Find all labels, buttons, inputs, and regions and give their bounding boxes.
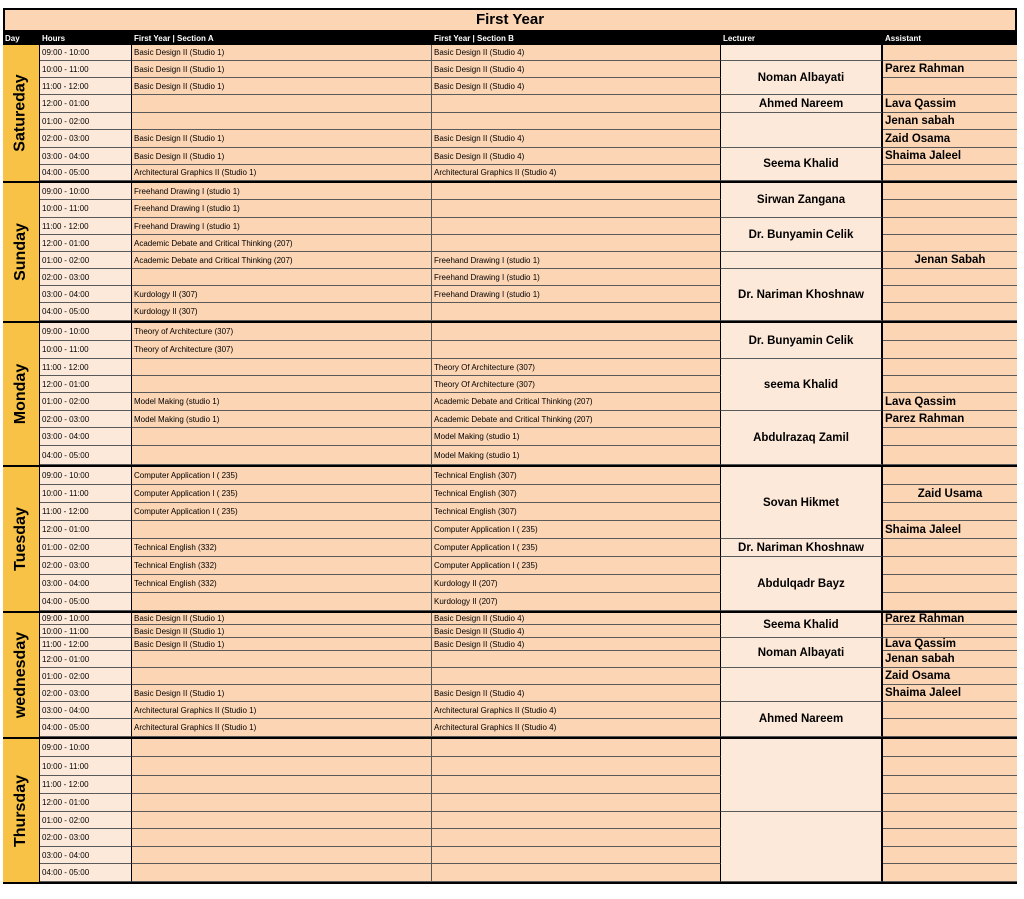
hours-cell: 03:00 - 04:00 bbox=[40, 702, 132, 719]
section-b-cell: Basic Design II (Studio 4) bbox=[432, 613, 721, 625]
lecturer-cell: Seema Khalid bbox=[721, 613, 883, 638]
section-b-cell: Computer Application I ( 235) bbox=[432, 557, 721, 575]
hours-cell: 02:00 - 03:00 bbox=[40, 130, 132, 148]
hours-cell: 04:00 - 05:00 bbox=[40, 593, 132, 611]
section-a-cell bbox=[132, 446, 432, 465]
section-b-cell: Basic Design II (Studio 4) bbox=[432, 625, 721, 638]
hours-cell: 01:00 - 02:00 bbox=[40, 252, 132, 269]
hours-cell: 12:00 - 01:00 bbox=[40, 376, 132, 393]
day-label bbox=[3, 45, 40, 181]
hours-cell: 02:00 - 03:00 bbox=[40, 411, 132, 428]
assistant-cell: Parez Rahman bbox=[883, 613, 1017, 625]
section-a-cell bbox=[132, 812, 432, 829]
assistant-cell bbox=[883, 183, 1017, 200]
hours-cell: 04:00 - 05:00 bbox=[40, 165, 132, 181]
lecturer-cell bbox=[721, 113, 883, 148]
assistant-cell bbox=[883, 794, 1017, 812]
hours-cell: 01:00 - 02:00 bbox=[40, 113, 132, 130]
section-a-cell: Technical English (332) bbox=[132, 575, 432, 593]
assistant-cell: Shaima Jaleel bbox=[883, 685, 1017, 702]
hours-cell: 09:00 - 10:00 bbox=[40, 323, 132, 341]
assistant-cell bbox=[883, 303, 1017, 321]
section-a-cell: Academic Debate and Critical Thinking (207) bbox=[132, 235, 432, 252]
assistant-cell bbox=[883, 45, 1017, 61]
assistant-cell: Jenan sabah bbox=[883, 651, 1017, 668]
assistant-cell bbox=[883, 286, 1017, 303]
assistant-cell: Jenan sabah bbox=[883, 113, 1017, 130]
day-block bbox=[3, 45, 1017, 183]
section-b-cell: Computer Application I ( 235) bbox=[432, 539, 721, 557]
header-section-a: First Year | Section A bbox=[134, 34, 214, 43]
section-b-cell bbox=[432, 341, 721, 359]
day-block bbox=[3, 739, 1017, 884]
lecturer-cell: seema Khalid bbox=[721, 359, 883, 411]
hours-cell: 12:00 - 01:00 bbox=[40, 235, 132, 252]
hours-cell: 12:00 - 01:00 bbox=[40, 794, 132, 812]
assistant-cell bbox=[883, 593, 1017, 611]
assistant-cell bbox=[883, 323, 1017, 341]
section-a-cell: Technical English (332) bbox=[132, 557, 432, 575]
lecturer-cell: Sovan Hikmet bbox=[721, 467, 883, 539]
section-b-cell: Technical English (307) bbox=[432, 485, 721, 503]
section-a-cell bbox=[132, 521, 432, 539]
hours-cell: 09:00 - 10:00 bbox=[40, 613, 132, 625]
hours-cell: 02:00 - 03:00 bbox=[40, 269, 132, 286]
assistant-cell bbox=[883, 864, 1017, 882]
section-a-cell: Basic Design II (Studio 1) bbox=[132, 61, 432, 78]
hours-cell: 03:00 - 04:00 bbox=[40, 847, 132, 864]
section-b-cell: Architectural Graphics II (Studio 4) bbox=[432, 719, 721, 737]
day-name: Tuesday bbox=[12, 507, 30, 571]
section-b-cell: Basic Design II (Studio 4) bbox=[432, 148, 721, 165]
hours-cell: 02:00 - 03:00 bbox=[40, 557, 132, 575]
section-a-cell bbox=[132, 95, 432, 113]
section-a-cell: Basic Design II (Studio 1) bbox=[132, 613, 432, 625]
section-b-cell bbox=[432, 864, 721, 882]
assistant-cell bbox=[883, 235, 1017, 252]
header-row bbox=[3, 32, 1017, 45]
section-b-cell: Technical English (307) bbox=[432, 503, 721, 521]
section-a-cell bbox=[132, 428, 432, 446]
lecturer-cell: Sirwan Zangana bbox=[721, 183, 883, 218]
section-b-cell: Academic Debate and Critical Thinking (207) bbox=[432, 411, 721, 428]
assistant-cell: Lava Qassim bbox=[883, 95, 1017, 113]
lecturer-cell bbox=[721, 668, 883, 702]
assistant-cell bbox=[883, 557, 1017, 575]
assistant-cell bbox=[883, 446, 1017, 465]
section-b-cell bbox=[432, 183, 721, 200]
section-b-cell bbox=[432, 812, 721, 829]
hours-cell: 12:00 - 01:00 bbox=[40, 651, 132, 668]
assistant-cell bbox=[883, 359, 1017, 376]
hours-cell: 10:00 - 11:00 bbox=[40, 757, 132, 776]
section-a-cell: Architectural Graphics II (Studio 1) bbox=[132, 165, 432, 181]
section-a-cell bbox=[132, 376, 432, 393]
section-a-cell: Kurdology II (307) bbox=[132, 303, 432, 321]
assistant-cell bbox=[883, 78, 1017, 95]
lecturer-cell bbox=[721, 739, 883, 812]
section-a-cell bbox=[132, 864, 432, 882]
assistant-cell bbox=[883, 739, 1017, 757]
hours-cell: 02:00 - 03:00 bbox=[40, 685, 132, 702]
section-a-cell: Model Making (studio 1) bbox=[132, 393, 432, 411]
hours-cell: 12:00 - 01:00 bbox=[40, 95, 132, 113]
assistant-cell bbox=[883, 269, 1017, 286]
section-a-cell: Architectural Graphics II (Studio 1) bbox=[132, 702, 432, 719]
lecturer-cell: Noman Albayati bbox=[721, 61, 883, 95]
section-b-cell bbox=[432, 235, 721, 252]
section-a-cell: Theory of Architecture (307) bbox=[132, 341, 432, 359]
section-a-cell: Basic Design II (Studio 1) bbox=[132, 130, 432, 148]
section-b-cell bbox=[432, 113, 721, 130]
lecturer-cell: Seema Khalid bbox=[721, 148, 883, 181]
assistant-cell bbox=[883, 503, 1017, 521]
hours-cell: 03:00 - 04:00 bbox=[40, 428, 132, 446]
lecturer-cell: Dr. Nariman Khoshnaw bbox=[721, 269, 883, 321]
hours-cell: 10:00 - 11:00 bbox=[40, 485, 132, 503]
assistant-cell: Parez Rahman bbox=[883, 411, 1017, 428]
section-a-cell bbox=[132, 359, 432, 376]
assistant-cell: Zaid Osama bbox=[883, 668, 1017, 685]
section-a-cell: Computer Application I ( 235) bbox=[132, 467, 432, 485]
assistant-cell bbox=[883, 428, 1017, 446]
lecturer-cell: Abdulqadr Bayz bbox=[721, 557, 883, 611]
section-a-cell bbox=[132, 847, 432, 864]
hours-cell: 11:00 - 12:00 bbox=[40, 359, 132, 376]
section-b-cell: Basic Design II (Studio 4) bbox=[432, 45, 721, 61]
header-day: Day bbox=[5, 34, 20, 43]
section-a-cell bbox=[132, 776, 432, 794]
sheet-title: First Year bbox=[3, 8, 1017, 32]
assistant-cell: Zaid Usama bbox=[883, 485, 1017, 503]
assistant-cell: Lava Qassim bbox=[883, 393, 1017, 411]
hours-cell: 04:00 - 05:00 bbox=[40, 303, 132, 321]
section-b-cell bbox=[432, 847, 721, 864]
hours-cell: 03:00 - 04:00 bbox=[40, 286, 132, 303]
section-b-cell: Basic Design II (Studio 4) bbox=[432, 130, 721, 148]
section-b-cell bbox=[432, 757, 721, 776]
hours-cell: 01:00 - 02:00 bbox=[40, 668, 132, 685]
day-block bbox=[3, 183, 1017, 323]
section-b-cell: Computer Application I ( 235) bbox=[432, 521, 721, 539]
assistant-cell bbox=[883, 467, 1017, 485]
assistant-cell bbox=[883, 702, 1017, 719]
section-a-cell bbox=[132, 269, 432, 286]
section-b-cell: Basic Design II (Studio 4) bbox=[432, 61, 721, 78]
lecturer-cell: Dr. Bunyamin Celik bbox=[721, 323, 883, 359]
section-b-cell bbox=[432, 323, 721, 341]
assistant-cell bbox=[883, 376, 1017, 393]
hours-cell: 04:00 - 05:00 bbox=[40, 446, 132, 465]
section-b-cell: Technical English (307) bbox=[432, 467, 721, 485]
section-a-cell: Architectural Graphics II (Studio 1) bbox=[132, 719, 432, 737]
assistant-cell bbox=[883, 575, 1017, 593]
day-name: wednesday bbox=[12, 631, 30, 719]
timetable bbox=[3, 8, 1017, 884]
assistant-cell bbox=[883, 341, 1017, 359]
hours-cell: 09:00 - 10:00 bbox=[40, 739, 132, 757]
day-block bbox=[3, 467, 1017, 613]
hours-cell: 11:00 - 12:00 bbox=[40, 78, 132, 95]
day-label bbox=[3, 739, 40, 882]
section-a-cell: Computer Application I ( 235) bbox=[132, 503, 432, 521]
hours-cell: 02:00 - 03:00 bbox=[40, 829, 132, 847]
section-b-cell: Freehand Drawing I (studio 1) bbox=[432, 252, 721, 269]
day-name: Monday bbox=[12, 363, 30, 425]
section-b-cell: Architectural Graphics II (Studio 4) bbox=[432, 165, 721, 181]
day-label bbox=[3, 323, 40, 465]
hours-cell: 10:00 - 11:00 bbox=[40, 200, 132, 218]
section-b-cell: Academic Debate and Critical Thinking (207) bbox=[432, 393, 721, 411]
lecturer-cell: Abdulrazaq Zamil bbox=[721, 411, 883, 465]
hours-cell: 10:00 - 11:00 bbox=[40, 341, 132, 359]
lecturer-cell: Dr. Nariman Khoshnaw bbox=[721, 539, 883, 557]
section-a-cell: Basic Design II (Studio 1) bbox=[132, 638, 432, 651]
assistant-cell bbox=[883, 812, 1017, 829]
section-b-cell bbox=[432, 668, 721, 685]
header-section-b: First Year | Section B bbox=[434, 34, 514, 43]
section-b-cell: Basic Design II (Studio 4) bbox=[432, 685, 721, 702]
assistant-cell bbox=[883, 539, 1017, 557]
hours-cell: 11:00 - 12:00 bbox=[40, 776, 132, 794]
hours-cell: 10:00 - 11:00 bbox=[40, 61, 132, 78]
hours-cell: 09:00 - 10:00 bbox=[40, 45, 132, 61]
section-b-cell bbox=[432, 200, 721, 218]
header-hours: Hours bbox=[42, 34, 66, 43]
section-a-cell bbox=[132, 794, 432, 812]
section-b-cell bbox=[432, 95, 721, 113]
section-b-cell bbox=[432, 303, 721, 321]
section-a-cell: Computer Application I ( 235) bbox=[132, 485, 432, 503]
hours-cell: 09:00 - 10:00 bbox=[40, 183, 132, 200]
section-b-cell: Theory Of Architecture (307) bbox=[432, 376, 721, 393]
day-blocks bbox=[3, 45, 1017, 884]
assistant-cell bbox=[883, 776, 1017, 794]
hours-cell: 01:00 - 02:00 bbox=[40, 539, 132, 557]
lecturer-cell bbox=[721, 45, 883, 61]
section-b-cell bbox=[432, 794, 721, 812]
section-b-cell bbox=[432, 651, 721, 668]
hours-cell: 01:00 - 02:00 bbox=[40, 393, 132, 411]
section-b-cell bbox=[432, 829, 721, 847]
section-a-cell bbox=[132, 651, 432, 668]
section-b-cell: Freehand Drawing I (studio 1) bbox=[432, 286, 721, 303]
section-a-cell: Basic Design II (Studio 1) bbox=[132, 45, 432, 61]
section-a-cell: Freehand Drawing I (studio 1) bbox=[132, 218, 432, 235]
hours-cell: 03:00 - 04:00 bbox=[40, 575, 132, 593]
lecturer-cell: Ahmed Nareem bbox=[721, 702, 883, 737]
day-block bbox=[3, 323, 1017, 467]
assistant-cell: Shaima Jaleel bbox=[883, 521, 1017, 539]
header-lecturer: Lecturer bbox=[723, 34, 756, 43]
section-b-cell: Freehand Drawing I (studio 1) bbox=[432, 269, 721, 286]
lecturer-cell: Noman Albayati bbox=[721, 638, 883, 668]
section-a-cell bbox=[132, 739, 432, 757]
assistant-cell bbox=[883, 218, 1017, 235]
hours-cell: 04:00 - 05:00 bbox=[40, 719, 132, 737]
lecturer-cell bbox=[721, 812, 883, 882]
day-name: Sunday bbox=[12, 223, 30, 281]
hours-cell: 01:00 - 02:00 bbox=[40, 812, 132, 829]
section-a-cell: Model Making (studio 1) bbox=[132, 411, 432, 428]
assistant-cell bbox=[883, 829, 1017, 847]
section-a-cell bbox=[132, 668, 432, 685]
hours-cell: 09:00 - 10:00 bbox=[40, 467, 132, 485]
section-b-cell: Basic Design II (Studio 4) bbox=[432, 78, 721, 95]
header-assistant: Assistant bbox=[885, 34, 922, 43]
section-a-cell: Freehand Drawing I (studio 1) bbox=[132, 183, 432, 200]
lecturer-cell: Dr. Bunyamin Celik bbox=[721, 218, 883, 252]
section-b-cell bbox=[432, 739, 721, 757]
day-label bbox=[3, 467, 40, 611]
day-label bbox=[3, 183, 40, 321]
section-a-cell: Basic Design II (Studio 1) bbox=[132, 78, 432, 95]
section-a-cell: Academic Debate and Critical Thinking (207) bbox=[132, 252, 432, 269]
section-a-cell bbox=[132, 829, 432, 847]
section-a-cell bbox=[132, 113, 432, 130]
hours-cell: 11:00 - 12:00 bbox=[40, 638, 132, 651]
day-label bbox=[3, 613, 40, 737]
assistant-cell: Lava Qassim bbox=[883, 638, 1017, 651]
assistant-cell bbox=[883, 847, 1017, 864]
section-b-cell: Kurdology II (207) bbox=[432, 593, 721, 611]
day-name: Thursday bbox=[12, 774, 30, 847]
assistant-cell: Jenan Sabah bbox=[883, 252, 1017, 269]
hours-cell: 03:00 - 04:00 bbox=[40, 148, 132, 165]
section-a-cell: Basic Design II (Studio 1) bbox=[132, 625, 432, 638]
section-b-cell: Theory Of Architecture (307) bbox=[432, 359, 721, 376]
hours-cell: 11:00 - 12:00 bbox=[40, 503, 132, 521]
assistant-cell bbox=[883, 165, 1017, 181]
section-a-cell bbox=[132, 757, 432, 776]
section-b-cell bbox=[432, 218, 721, 235]
assistant-cell bbox=[883, 625, 1017, 638]
section-b-cell: Basic Design II (Studio 4) bbox=[432, 638, 721, 651]
section-b-cell: Kurdology II (207) bbox=[432, 575, 721, 593]
day-block bbox=[3, 613, 1017, 739]
assistant-cell: Shaima Jaleel bbox=[883, 148, 1017, 165]
section-a-cell: Theory of Architecture (307) bbox=[132, 323, 432, 341]
hours-cell: 04:00 - 05:00 bbox=[40, 864, 132, 882]
hours-cell: 12:00 - 01:00 bbox=[40, 521, 132, 539]
section-a-cell bbox=[132, 593, 432, 611]
section-a-cell: Technical English (332) bbox=[132, 539, 432, 557]
day-name: Satureday bbox=[12, 74, 29, 152]
section-b-cell: Model Making (studio 1) bbox=[432, 428, 721, 446]
section-a-cell: Basic Design II (Studio 1) bbox=[132, 148, 432, 165]
lecturer-cell: Ahmed Nareem bbox=[721, 95, 883, 113]
assistant-cell bbox=[883, 719, 1017, 737]
section-a-cell: Freehand Drawing I (studio 1) bbox=[132, 200, 432, 218]
section-b-cell: Model Making (studio 1) bbox=[432, 446, 721, 465]
assistant-cell: Parez Rahman bbox=[883, 61, 1017, 78]
hours-cell: 10:00 - 11:00 bbox=[40, 625, 132, 638]
assistant-cell bbox=[883, 200, 1017, 218]
assistant-cell bbox=[883, 757, 1017, 776]
section-b-cell bbox=[432, 776, 721, 794]
assistant-cell: Zaid Osama bbox=[883, 130, 1017, 148]
section-a-cell: Basic Design II (Studio 1) bbox=[132, 685, 432, 702]
section-b-cell: Architectural Graphics II (Studio 4) bbox=[432, 702, 721, 719]
lecturer-cell bbox=[721, 252, 883, 269]
section-a-cell: Kurdology II (307) bbox=[132, 286, 432, 303]
hours-cell: 11:00 - 12:00 bbox=[40, 218, 132, 235]
